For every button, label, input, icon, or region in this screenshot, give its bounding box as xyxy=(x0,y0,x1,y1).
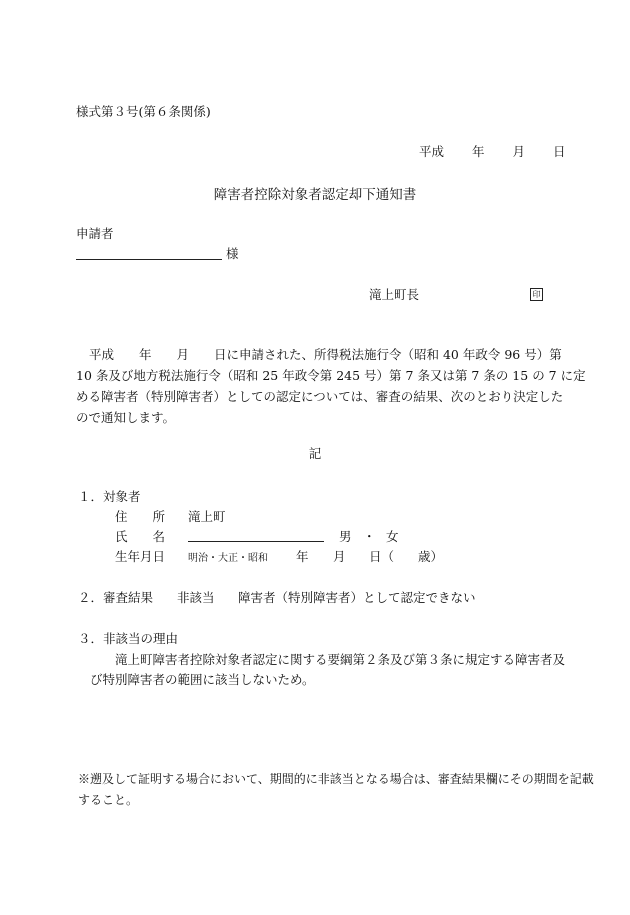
dob-month: 月 xyxy=(333,549,346,564)
gender-female: 女 xyxy=(386,529,399,544)
body-line-4: ので通知します。 xyxy=(76,410,176,425)
applicant-name-line xyxy=(76,259,222,260)
document-title: 障害者控除対象者認定却下通知書 xyxy=(213,187,417,203)
era-choices: 明治・大正・昭和 xyxy=(188,553,268,564)
section1-heading: １．対象者 xyxy=(78,489,141,504)
seal-mark: 印 xyxy=(530,285,543,301)
note-line-2: すること。 xyxy=(78,793,139,807)
applicant-label: 申請者 xyxy=(76,226,114,241)
reason-line-2: び特別障害者の範囲に該当しないため。 xyxy=(90,672,315,687)
dob-year: 年 xyxy=(296,549,309,564)
address-label: 住 所 xyxy=(115,509,166,524)
name-underline xyxy=(188,541,324,542)
body-line-3: める障害者（特別障害者）としての認定については、審査の結果、次のとおり決定した xyxy=(76,389,564,404)
body-line-1: 平成 年 月 日に申請された、所得税法施行令（昭和 40 年政令 96 号）第 xyxy=(89,347,562,362)
note-line-1: ※遡及して証明する場合において、期間的に非該当となる場合は、審査結果欄にその期間を記載 xyxy=(78,772,594,786)
name-label: 氏 名 xyxy=(115,529,166,544)
address-value: 滝上町 xyxy=(188,509,226,524)
age: 歳） xyxy=(418,549,444,564)
section3-heading: ３．非該当の理由 xyxy=(78,631,179,646)
review-result: 非該当 xyxy=(177,590,215,605)
body-line-2: 10 条及び地方税法施行令（昭和 25 年政令第 245 号）第 7 条又は第 7 条の 15 の 7 に定 xyxy=(76,368,586,383)
issuer-name: 滝上町長 xyxy=(369,287,420,302)
issue-date: 平成 年 月 日 xyxy=(419,144,566,159)
form-number: 様式第３号(第６条関係) xyxy=(76,104,211,119)
reason-line-1: 滝上町障害者控除対象者認定に関する要綱第２条及び第３条に規定する障害者及 xyxy=(115,652,566,667)
dob-day: 日（ xyxy=(369,549,395,564)
ki-mark: 記 xyxy=(308,446,322,461)
gender-separator: ・ xyxy=(363,529,376,544)
applicant-honorific: 様 xyxy=(226,246,239,261)
review-result-detail: 障害者（特別障害者）として認定できない xyxy=(238,590,476,605)
gender-male: 男 xyxy=(339,529,352,544)
dob-label: 生年月日 xyxy=(115,549,166,564)
section2-heading: ２．審査結果 xyxy=(78,590,154,605)
